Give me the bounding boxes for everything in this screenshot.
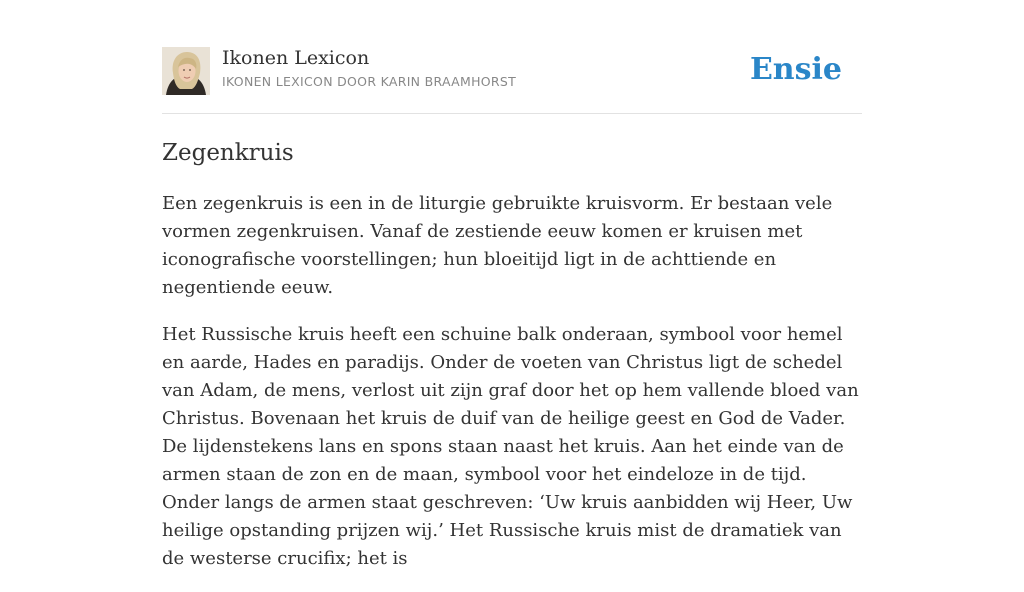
article-paragraph-1: Een zegenkruis is een in de liturgie gebruikte kruisvorm. Er bestaan vele vormen zegenkruisen. Vanaf de zestiende eeuw komen er kruisen met iconografische voorstellingen; hun bloeitijd ligt in de achttiende en negentiende eeuw.	[162, 193, 833, 298]
article-body	[162, 190, 868, 592]
header-divider	[162, 113, 862, 114]
source-header	[162, 46, 862, 96]
article-paragraph-2: Het Russische kruis heeft een schuine balk onderaan, symbool voor hemel en aarde, Hades en paradijs. Onder de voeten van Christus ligt de schedel van Adam, de mens, verlost uit zijn graf door het op hem vallende bloed van Christus. Bovenaan het kruis de duif van de heilige geest en God de Vader. De lijdenstekens lans en spons staan naast het kruis. Aan het einde van de armen staan de zon en de maan, symbool voor het eindeloze in de tijd. Onder langs de armen staat geschreven: ‘Uw kruis aanbidden wij Heer, Uw heilige opstanding prijzen wij.’ Het Russische kruis mist de dramatiek van de westerse crucifix; het is	[162, 324, 859, 569]
author-avatar[interactable]	[162, 47, 210, 95]
source-title[interactable]: Ikonen Lexicon	[222, 47, 370, 69]
article-title: Zegenkruis	[162, 140, 294, 166]
ensie-logo[interactable]: Ensie	[749, 52, 842, 87]
source-subtitle[interactable]: IKONEN LEXICON DOOR KARIN BRAAMHORST	[222, 74, 517, 89]
avatar-portrait-icon	[162, 47, 210, 95]
